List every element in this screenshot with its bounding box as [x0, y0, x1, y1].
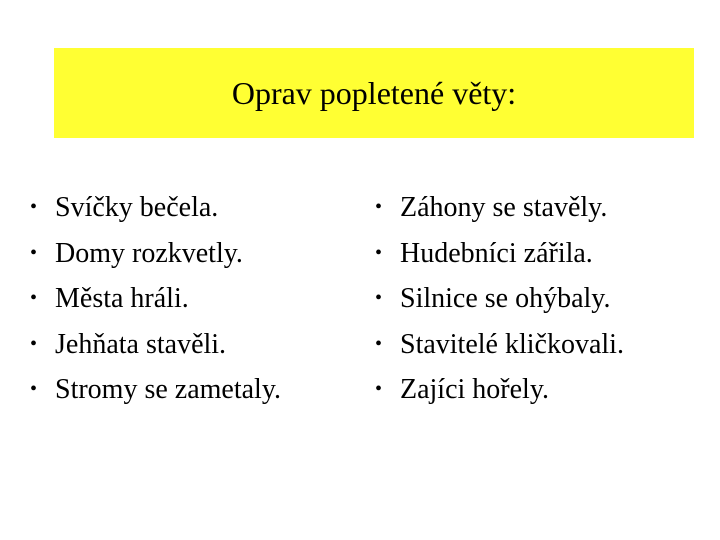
sentence-text: Města hráli.	[55, 283, 189, 314]
bullet-icon: •	[30, 332, 38, 355]
bullet-icon: •	[375, 332, 383, 355]
bullet-icon: •	[30, 241, 38, 264]
title-banner	[54, 48, 694, 138]
sentence-text: Zajíci hořely.	[400, 374, 550, 405]
list-item	[30, 231, 350, 277]
list-item	[30, 185, 350, 231]
list-item	[375, 276, 710, 322]
sentence-text: Hudebníci zářila.	[400, 237, 593, 269]
list-item	[30, 367, 350, 413]
sentence-text: Svíčky bečela.	[55, 192, 219, 223]
list-item	[375, 322, 710, 368]
bullet-icon: •	[375, 287, 383, 309]
sentence-text: Domy rozkvetly.	[55, 237, 243, 269]
sentence-text: Silnice se ohýbaly.	[400, 283, 611, 314]
sentence-text: Stromy se zametaly.	[55, 374, 282, 405]
sentence-text: Jehňata stavěli.	[55, 328, 227, 360]
bullet-icon: •	[375, 241, 383, 264]
sentence-text: Záhony se stavěly.	[400, 192, 608, 223]
left-sentence-list	[30, 185, 350, 413]
bullet-icon: •	[375, 378, 383, 400]
bullet-icon: •	[30, 287, 38, 309]
bullet-icon: •	[375, 196, 383, 218]
slide-title: Oprav popletené věty:	[231, 74, 517, 111]
sentence-text: Stavitelé kličkovali.	[400, 328, 624, 360]
list-item	[30, 322, 350, 368]
list-item	[375, 367, 710, 413]
list-item	[375, 185, 710, 231]
list-item	[375, 231, 710, 277]
right-sentence-list	[375, 185, 710, 413]
bullet-icon: •	[30, 196, 38, 218]
list-item	[30, 276, 350, 322]
bullet-icon: •	[30, 378, 38, 400]
